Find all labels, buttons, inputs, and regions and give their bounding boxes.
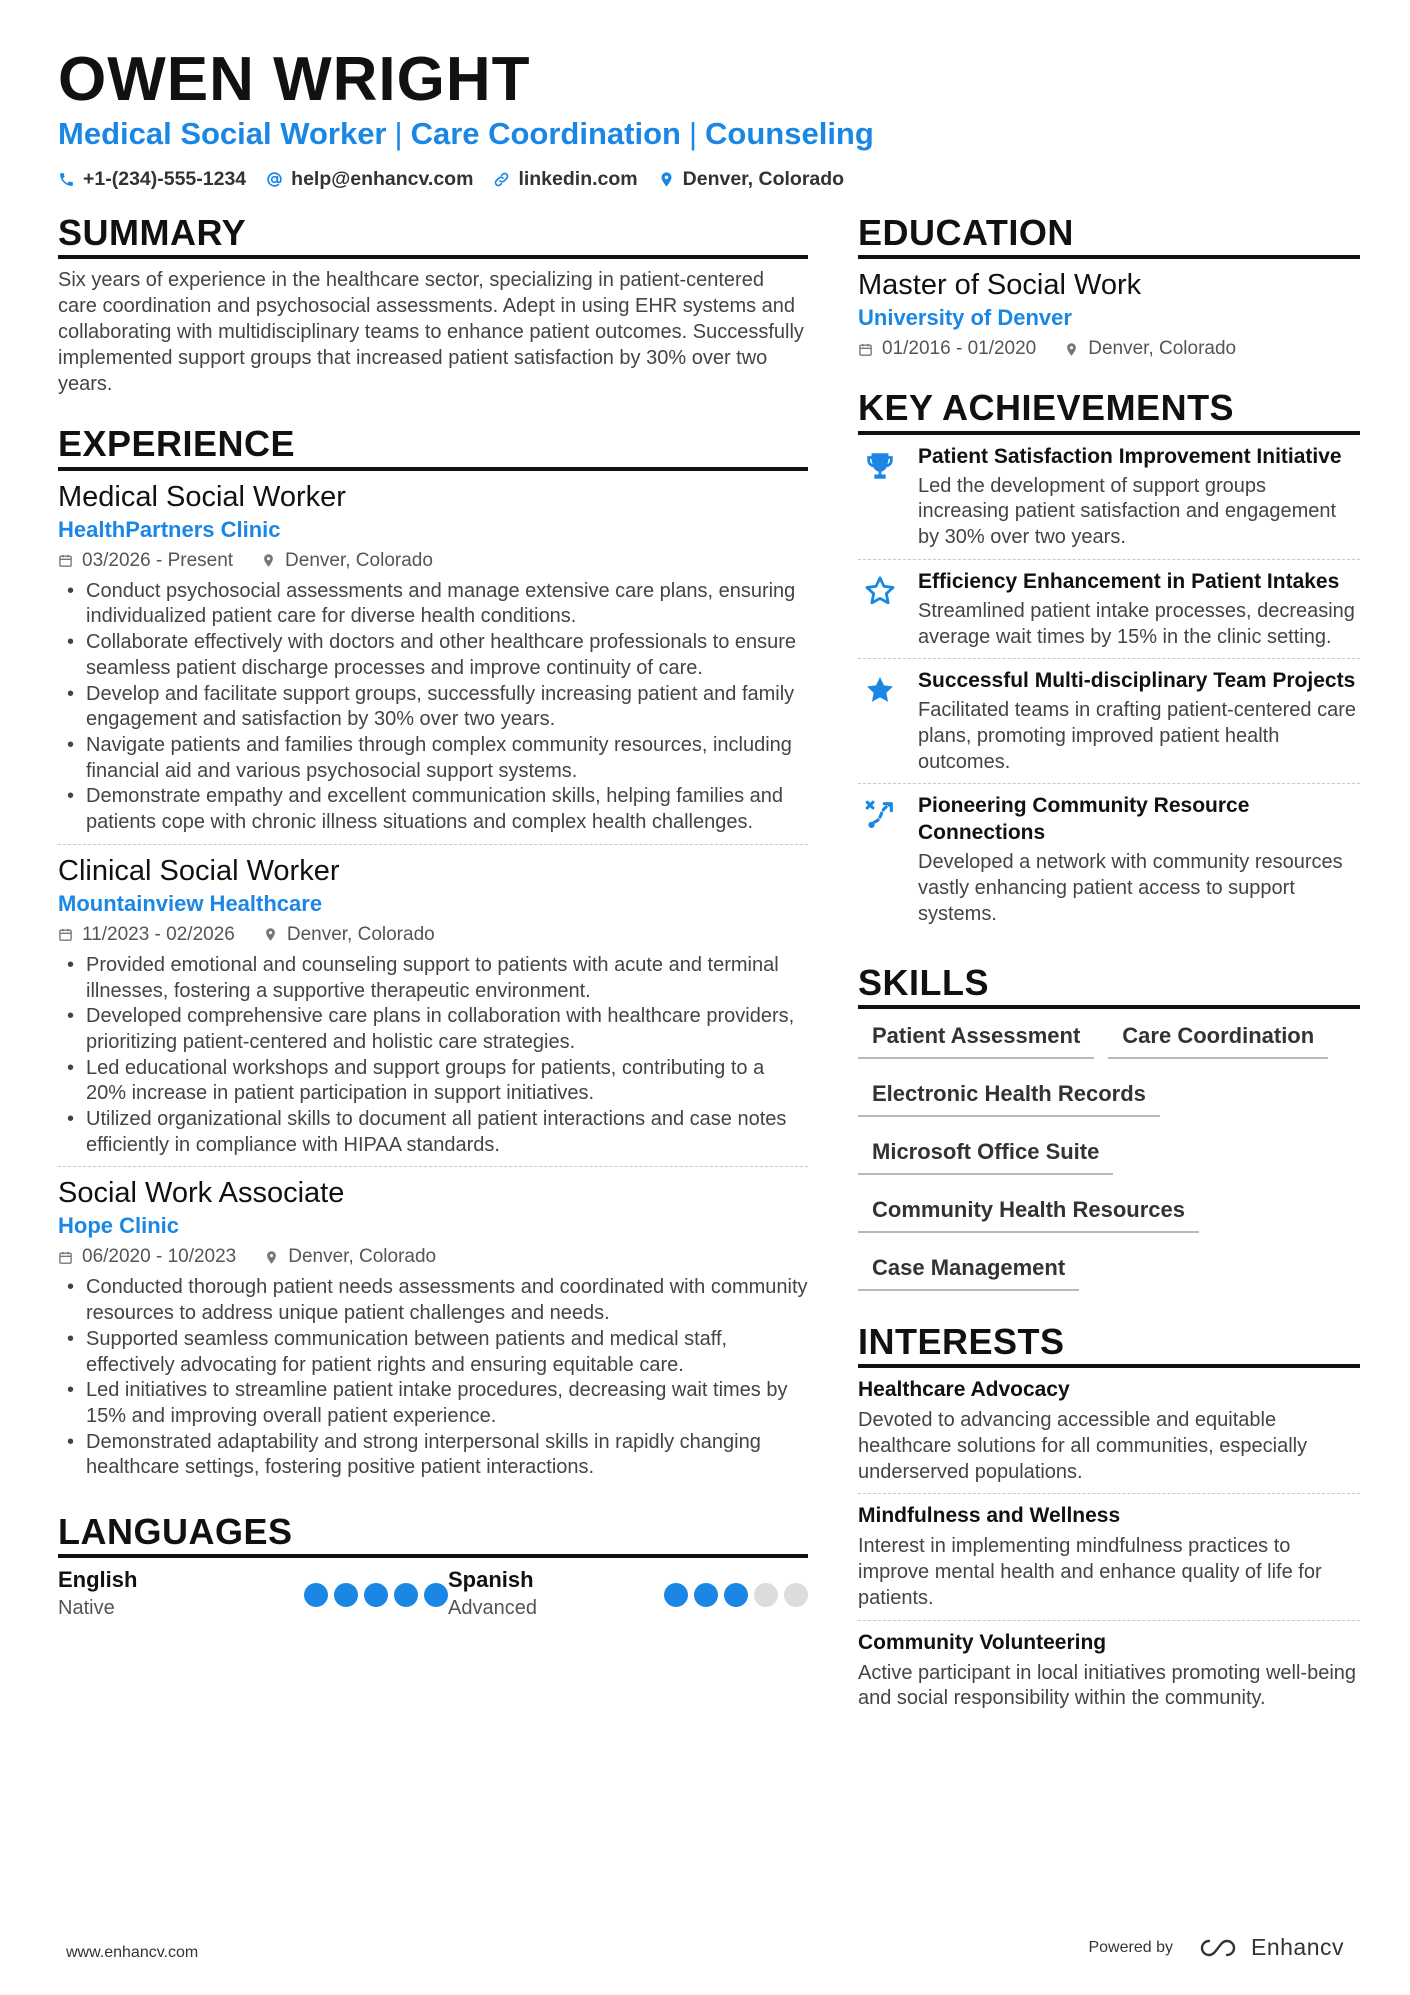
job-location — [261, 547, 433, 575]
contact-email[interactable] — [266, 168, 473, 191]
job-location-text: Denver, Colorado — [286, 923, 435, 945]
interests-section — [858, 1321, 1360, 1720]
star-outline-icon — [863, 574, 897, 608]
location-pin-icon — [261, 553, 276, 568]
calendar-icon — [858, 342, 873, 357]
powered-by-label: Powered by — [1088, 1938, 1173, 1956]
bullet-item: • Navigate patients and families through complex community resources, including financial aid and various psychosocial support systems. — [58, 733, 808, 784]
achievement-item — [858, 659, 1360, 784]
job-meta — [58, 547, 808, 575]
rating-dot-empty — [784, 1583, 808, 1607]
education-location-text: Denver, Colorado — [1088, 338, 1237, 360]
achievement-description: Led the development of support groups increasing patient satisfaction and engagement by 30% over two years. — [918, 474, 1337, 549]
languages-section — [58, 1511, 808, 1622]
education-dates — [858, 335, 1036, 363]
education-meta — [858, 335, 1360, 363]
bullet-item: • Collaborate effectively with doctors and other healthcare professionals to ensure seamless patient discharge processes and improve continuity of care. — [58, 630, 808, 681]
at-icon — [266, 171, 283, 188]
phone-text: +1-(234)-555-1234 — [83, 168, 247, 190]
headline-separator: | — [688, 116, 698, 151]
skill-tag: Electronic Health Records — [858, 1079, 1160, 1117]
headline-separator: | — [394, 116, 403, 151]
experience-section — [58, 423, 808, 1489]
achievement-item — [858, 784, 1360, 935]
contact-bar — [58, 168, 844, 191]
section-title-education: EDUCATION — [858, 212, 1360, 259]
language-rating — [664, 1583, 808, 1607]
rating-dot-filled — [724, 1583, 748, 1607]
bullet-item: • Conducted thorough patient needs assessments and coordinated with community resources to address unique patient challenges and needs. — [58, 1275, 808, 1326]
language-list — [58, 1566, 808, 1622]
company-name: Mountainview Healthcare — [58, 890, 323, 916]
achievement-item — [858, 435, 1360, 560]
summary-section — [58, 212, 808, 397]
bullet-item: • Demonstrate empathy and excellent communication skills, helping families and patients cope with chronic illness situations and complex health challenges. — [58, 784, 808, 835]
achievement-description: Developed a network with community resources vastly enhancing patient access to support systems. — [918, 851, 1343, 925]
headline-item: Counseling — [705, 116, 874, 151]
footer-url[interactable]: www.enhancv.com — [66, 1944, 199, 1961]
achievement-item — [858, 560, 1360, 659]
trophy-icon — [863, 449, 897, 483]
rating-dot-filled — [694, 1583, 718, 1607]
education-dates-text: 01/2016 - 01/2020 — [882, 338, 1037, 360]
interest-item — [858, 1621, 1360, 1720]
bullet-item: • Led initiatives to streamline patient intake procedures, decreasing wait times by 15% and improving overall patient experience. — [58, 1378, 808, 1429]
rating-dot-filled — [364, 1583, 388, 1607]
job-title: Medical Social Worker — [58, 480, 346, 513]
interest-title: Mindfulness and Wellness — [858, 1504, 1121, 1528]
contact-location — [658, 168, 844, 191]
skill-tag: Care Coordination — [1108, 1021, 1328, 1059]
interest-item — [858, 1368, 1360, 1494]
linkedin-text: linkedin.com — [518, 168, 638, 190]
bullet-item: • Developed comprehensive care plans in collaboration with healthcare providers, prioritizing patient-centered and holistic care strategies. — [58, 1004, 808, 1055]
language-item — [58, 1566, 448, 1622]
phone-icon — [58, 171, 75, 188]
brand-name: Enhancv — [1250, 1934, 1344, 1960]
skill-tag: Community Health Resources — [858, 1195, 1199, 1233]
location-pin-icon — [263, 927, 278, 942]
enhancv-logo-icon — [1195, 1936, 1241, 1960]
calendar-icon — [58, 553, 73, 568]
calendar-icon — [58, 927, 73, 942]
company-name: Hope Clinic — [58, 1213, 180, 1239]
job-location-text: Denver, Colorado — [285, 549, 433, 571]
candidate-name: OWEN WRIGHT — [58, 45, 531, 114]
interest-description: Active participant in local initiatives promoting well-being and social responsibility within the community. — [858, 1661, 1357, 1710]
achievement-title: Pioneering Community Resource Connections — [918, 794, 1250, 845]
experience-item — [58, 1175, 808, 1489]
contact-phone[interactable] — [58, 168, 246, 191]
skills-section — [858, 962, 1360, 1291]
language-rating — [304, 1583, 448, 1607]
language-level: Native — [58, 1597, 115, 1620]
language-name: English — [58, 1567, 138, 1593]
job-location — [264, 1243, 436, 1271]
location-pin-icon — [264, 1250, 279, 1265]
achievement-title: Patient Satisfaction Improvement Initiative — [918, 444, 1342, 468]
bullet-item: • Led educational workshops and support groups for patients, contributing to a 20% increase in patient participation in support initiatives. — [58, 1056, 808, 1107]
skill-tag: Case Management — [858, 1253, 1079, 1291]
job-location — [263, 921, 435, 949]
interest-description: Devoted to advancing accessible and equitable healthcare solutions for all communities, especially underserved populations. — [858, 1409, 1308, 1483]
location-text: Denver, Colorado — [682, 168, 845, 190]
headline-item: Medical Social Worker — [58, 116, 387, 151]
job-title: Social Work Associate — [58, 1177, 345, 1210]
section-title-interests: INTERESTS — [858, 1321, 1360, 1368]
education-location — [1064, 335, 1236, 363]
interest-title: Community Volunteering — [858, 1630, 1107, 1654]
location-pin-icon — [1064, 342, 1079, 357]
headline — [58, 116, 874, 152]
location-pin-icon — [658, 171, 675, 188]
interest-item — [858, 1494, 1360, 1620]
strategy-icon — [863, 798, 897, 832]
section-title-summary: SUMMARY — [58, 212, 808, 259]
section-title-experience: EXPERIENCE — [58, 423, 808, 470]
brand-logo[interactable] — [1195, 1934, 1344, 1961]
education-section — [858, 212, 1360, 363]
rating-dot-filled — [424, 1583, 448, 1607]
achievements-section — [858, 387, 1360, 935]
job-meta — [58, 921, 808, 949]
achievement-title: Successful Multi-disciplinary Team Projects — [918, 669, 1356, 693]
rating-dot-filled — [334, 1583, 358, 1607]
bullet-item: • Develop and facilitate support groups, successfully increasing patient and family engagement and satisfaction by 30% over two years. — [58, 682, 808, 733]
left-column — [58, 212, 808, 1622]
job-bullets — [58, 1275, 808, 1481]
degree: Master of Social Work — [858, 269, 1142, 302]
bullet-item: • Supported seamless communication between patients and medical staff, effectively advocating for patient rights and ensuring equitable care. — [58, 1327, 808, 1378]
company-name: HealthPartners Clinic — [58, 516, 281, 542]
language-item — [448, 1566, 808, 1622]
job-dates-text: 03/2026 - Present — [82, 549, 234, 571]
experience-item — [58, 479, 808, 845]
footer-powered-by — [1088, 1934, 1344, 1961]
section-title-languages: LANGUAGES — [58, 1511, 808, 1558]
skill-tag: Patient Assessment — [858, 1021, 1094, 1059]
rating-dot-filled — [394, 1583, 418, 1607]
job-dates — [58, 1243, 236, 1271]
bullet-item: • Provided emotional and counseling support to patients with acute and terminal illnesses, fostering a supportive therapeutic environment. — [58, 953, 808, 1004]
link-icon — [493, 171, 510, 188]
email-text: help@enhancv.com — [291, 168, 474, 190]
calendar-icon — [58, 1250, 73, 1265]
interest-description: Interest in implementing mindfulness practices to improve mental health and enhance quality of life for patients. — [858, 1535, 1322, 1609]
job-bullets — [58, 953, 808, 1159]
achievement-description: Facilitated teams in crafting patient-centered care plans, promoting improved patient health outcomes. — [918, 699, 1356, 773]
section-title-skills: SKILLS — [858, 962, 1360, 1009]
star-filled-icon — [863, 673, 897, 707]
contact-linkedin[interactable] — [493, 168, 637, 191]
achievement-description: Streamlined patient intake processes, decreasing average wait times by 15% in the clinic setting. — [918, 599, 1355, 648]
language-name: Spanish — [448, 1567, 534, 1593]
rating-dot-filled — [304, 1583, 328, 1607]
experience-item — [58, 853, 808, 1168]
school-name: University of Denver — [858, 305, 1072, 331]
bullet-item: • Conduct psychosocial assessments and manage extensive care plans, ensuring individualized patient care for diverse health conditions. — [58, 579, 808, 630]
job-dates — [58, 547, 233, 575]
bullet-item: • Demonstrated adaptability and strong interpersonal skills in rapidly changing healthcare settings, fostering positive patient interactions. — [58, 1430, 808, 1481]
job-title: Clinical Social Worker — [58, 854, 340, 887]
job-bullets — [58, 579, 808, 836]
job-meta — [58, 1243, 808, 1271]
summary-text: Six years of experience in the healthcare sector, specializing in patient-centered care coordination and psychosocial assessments. Adept in using EHR systems and collaborating with multidisciplinary teams to enhance patient outcomes. Successfully implemented support groups that increased patient satisfaction by 30% over two years. — [58, 269, 804, 396]
language-level: Advanced — [448, 1597, 537, 1620]
achievement-title: Efficiency Enhancement in Patient Intakes — [918, 569, 1340, 593]
rating-dot-filled — [664, 1583, 688, 1607]
job-location-text: Denver, Colorado — [288, 1246, 437, 1268]
bullet-item: • Utilized organizational skills to document all patient interactions and case notes efficiently in compliance with HIPAA standards. — [58, 1107, 808, 1158]
job-dates-text: 06/2020 - 10/2023 — [82, 1246, 237, 1268]
job-dates — [58, 921, 235, 949]
skill-tag: Microsoft Office Suite — [858, 1137, 1113, 1175]
job-dates-text: 11/2023 - 02/2026 — [82, 923, 235, 945]
rating-dot-empty — [754, 1583, 778, 1607]
skills-list — [858, 1021, 1360, 1291]
section-title-achievements: KEY ACHIEVEMENTS — [858, 387, 1360, 434]
headline-item: Care Coordination — [410, 116, 681, 151]
interest-title: Healthcare Advocacy — [858, 1378, 1070, 1402]
right-column — [858, 212, 1360, 1720]
